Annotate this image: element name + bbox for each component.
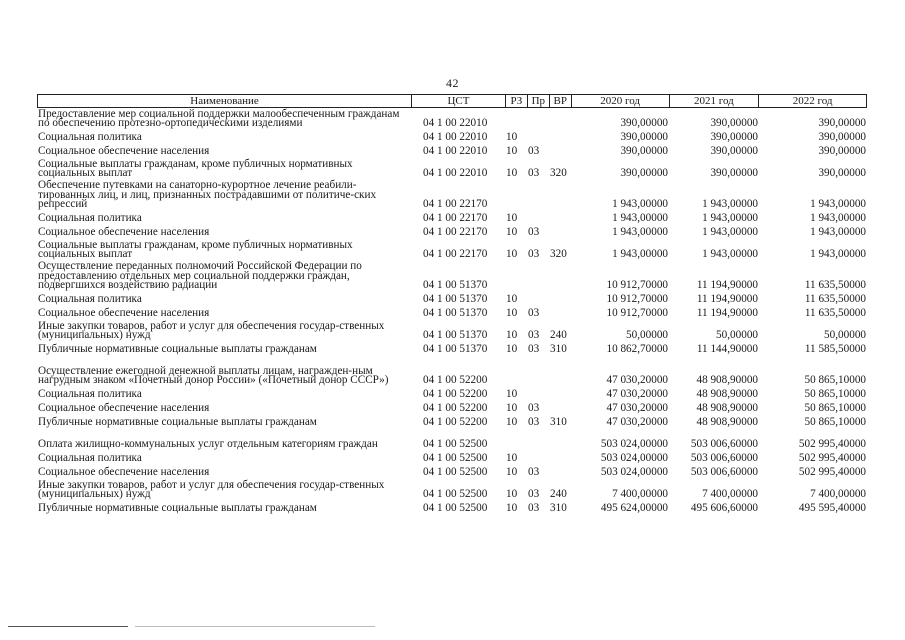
cell-name: Публичные нормативные социальные выплаты гражданам [38, 502, 317, 515]
cell-rz: 10 [506, 212, 518, 225]
cell-y2022: 11 635,50000 [804, 293, 866, 306]
cell-rz: 10 [506, 388, 518, 401]
table-row [37, 321, 867, 341]
table-row [37, 261, 867, 291]
cell-vr: 310 [550, 416, 567, 429]
cell-pr: 03 [528, 402, 540, 415]
table-row [37, 226, 867, 238]
table-row [37, 388, 867, 400]
cell-y2022: 11 585,50000 [804, 343, 866, 356]
cell-cst: 04 1 00 22170 [423, 198, 488, 211]
cell-rz: 10 [506, 502, 518, 515]
cell-y2020: 503 024,00000 [600, 452, 668, 465]
cell-y2020: 390,00000 [620, 131, 668, 144]
cell-y2020: 47 030,20000 [606, 416, 668, 429]
cell-cst: 04 1 00 52200 [423, 388, 488, 401]
cell-y2022: 50 865,10000 [804, 416, 866, 429]
cell-y2021: 1 943,00000 [702, 226, 758, 239]
cell-y2021: 11 194,90000 [696, 279, 758, 292]
cell-cst: 04 1 00 52500 [423, 488, 488, 501]
table-row [37, 212, 867, 224]
header-name: Наименование [190, 95, 259, 107]
cell-y2021: 390,00000 [710, 117, 758, 130]
cell-rz: 10 [506, 343, 518, 356]
table-row [37, 356, 867, 386]
cell-y2022: 50 865,10000 [804, 374, 866, 387]
cell-y2020: 7 400,00000 [612, 488, 668, 501]
footer-rule [8, 626, 128, 627]
cell-y2020: 390,00000 [620, 167, 668, 180]
cell-cst: 04 1 00 52500 [423, 452, 488, 465]
cell-y2022: 1 943,00000 [810, 226, 866, 239]
table-row [37, 416, 867, 428]
cell-cst: 04 1 00 52200 [423, 416, 488, 429]
cell-y2022: 50 865,10000 [804, 388, 866, 401]
cell-y2020: 47 030,20000 [606, 374, 668, 387]
cell-pr: 03 [528, 502, 540, 515]
cell-y2021: 503 006,60000 [690, 466, 758, 479]
cell-y2021: 11 194,90000 [696, 307, 758, 320]
cell-pr: 03 [528, 329, 540, 342]
cell-pr: 03 [528, 226, 540, 239]
page-number: 42 [446, 76, 459, 90]
table-row [37, 430, 867, 450]
table-row [37, 466, 867, 478]
cell-rz: 10 [506, 466, 518, 479]
table-row [37, 131, 867, 143]
cell-pr: 03 [528, 488, 540, 501]
table-row [37, 180, 867, 210]
header-2022: 2022 год [758, 95, 866, 107]
cell-pr: 03 [528, 167, 540, 180]
cell-y2020: 503 024,00000 [600, 438, 668, 451]
cell-y2020: 1 943,00000 [612, 198, 668, 211]
cell-cst: 04 1 00 51370 [423, 293, 488, 306]
cell-y2020: 503 024,00000 [600, 466, 668, 479]
cell-name: Осуществление переданных полномочий Российской Федерации по предоставлению отдельных мер социальной поддержки граждан, подвергшихся воздействию радиации [38, 260, 362, 292]
cell-y2022: 390,00000 [818, 117, 866, 130]
cell-pr: 03 [528, 248, 540, 261]
cell-rz: 10 [506, 226, 518, 239]
table-body [37, 109, 867, 514]
cell-y2020: 50,00000 [626, 329, 668, 342]
cell-pr: 03 [528, 416, 540, 429]
cell-name: Социальная политика [38, 131, 142, 144]
cell-name: Социальная политика [38, 388, 142, 401]
cell-name: Оплата жилищно-коммунальных услуг отдельным категориям граждан [38, 438, 378, 451]
cell-y2021: 48 908,90000 [696, 402, 758, 415]
cell-y2020: 10 862,70000 [606, 343, 668, 356]
cell-y2022: 1 943,00000 [810, 248, 866, 261]
cell-name: Социальное обеспечение населения [38, 307, 210, 320]
cell-y2020: 495 624,00000 [600, 502, 668, 515]
cell-y2020: 390,00000 [620, 117, 668, 130]
cell-name: Предоставление мер социальной поддержки малообеспеченным гражданам по обеспечению протезно-ортопедическими изделиями [38, 107, 400, 130]
cell-y2022: 502 995,40000 [798, 438, 866, 451]
cell-name: Социальные выплаты гражданам, кроме публичных нормативных социальных выплат [38, 157, 353, 180]
cell-y2022: 50,00000 [824, 329, 866, 342]
cell-cst: 04 1 00 22010 [423, 145, 488, 158]
cell-pr: 03 [528, 145, 540, 158]
table-row [37, 343, 867, 355]
cell-cst: 04 1 00 52500 [423, 502, 488, 515]
table-row [37, 145, 867, 157]
cell-cst: 04 1 00 51370 [423, 329, 488, 342]
cell-y2021: 11 144,90000 [696, 343, 758, 356]
cell-rz: 10 [506, 248, 518, 261]
cell-cst: 04 1 00 52500 [423, 438, 488, 451]
cell-name: Социальное обеспечение населения [38, 402, 210, 415]
cell-y2020: 10 912,70000 [606, 279, 668, 292]
cell-rz: 10 [506, 329, 518, 342]
footer-rule-faint [135, 626, 375, 627]
cell-y2022: 50 865,10000 [804, 402, 866, 415]
cell-cst: 04 1 00 22170 [423, 226, 488, 239]
cell-y2022: 502 995,40000 [798, 452, 866, 465]
table-row [37, 240, 867, 260]
cell-y2021: 7 400,00000 [702, 488, 758, 501]
cell-rz: 10 [506, 416, 518, 429]
cell-name: Социальная политика [38, 293, 142, 306]
table-row [37, 109, 867, 129]
cell-name: Осуществление ежегодной денежной выплаты лицам, награжден-ным нагрудным знаком «Почетный донор России» («Почетный донор СССР») [38, 364, 389, 387]
cell-cst: 04 1 00 22170 [423, 248, 488, 261]
cell-cst: 04 1 00 52200 [423, 402, 488, 415]
cell-y2022: 11 635,50000 [804, 307, 866, 320]
cell-y2021: 495 606,60000 [690, 502, 758, 515]
table-row [37, 159, 867, 179]
cell-cst: 04 1 00 51370 [423, 279, 488, 292]
cell-y2021: 503 006,60000 [690, 438, 758, 451]
cell-name: Публичные нормативные социальные выплаты гражданам [38, 416, 317, 429]
cell-name: Социальное обеспечение населения [38, 145, 210, 158]
cell-y2020: 10 912,70000 [606, 293, 668, 306]
cell-y2022: 390,00000 [818, 145, 866, 158]
cell-rz: 10 [506, 167, 518, 180]
cell-name: Обеспечение путевками на санаторно-курортное лечение реабили-тированных лиц, и лиц, признанных пострадавшими от политиче-ских репрессий [38, 179, 377, 211]
cell-y2020: 10 912,70000 [606, 307, 668, 320]
cell-y2022: 7 400,00000 [810, 488, 866, 501]
cell-y2022: 1 943,00000 [810, 212, 866, 225]
header-vr: ВР [549, 95, 571, 107]
cell-vr: 240 [550, 488, 567, 501]
cell-y2020: 1 943,00000 [612, 226, 668, 239]
cell-rz: 10 [506, 131, 518, 144]
cell-rz: 10 [506, 307, 518, 320]
cell-name: Публичные нормативные социальные выплаты гражданам [38, 343, 317, 356]
cell-y2021: 390,00000 [710, 145, 758, 158]
cell-y2021: 48 908,90000 [696, 374, 758, 387]
cell-vr: 310 [550, 343, 567, 356]
cell-name: Социальное обеспечение населения [38, 466, 210, 479]
cell-y2022: 390,00000 [818, 167, 866, 180]
header-pr: Пр [527, 95, 549, 107]
cell-y2022: 11 635,50000 [804, 279, 866, 292]
header-rz: РЗ [505, 95, 527, 107]
cell-cst: 04 1 00 52500 [423, 466, 488, 479]
cell-cst: 04 1 00 22170 [423, 212, 488, 225]
header-2021: 2021 год [669, 95, 759, 107]
cell-pr: 03 [528, 343, 540, 356]
cell-rz: 10 [506, 145, 518, 158]
cell-y2021: 48 908,90000 [696, 416, 758, 429]
cell-y2021: 390,00000 [710, 167, 758, 180]
cell-cst: 04 1 00 22010 [423, 117, 488, 130]
cell-y2021: 390,00000 [710, 131, 758, 144]
table-row [37, 502, 867, 514]
cell-pr: 03 [528, 307, 540, 320]
table-header [37, 94, 867, 108]
cell-vr: 240 [550, 329, 567, 342]
cell-y2021: 1 943,00000 [702, 212, 758, 225]
header-cst: ЦСТ [411, 95, 505, 107]
cell-y2021: 48 908,90000 [696, 388, 758, 401]
cell-cst: 04 1 00 22010 [423, 167, 488, 180]
budget-table [37, 94, 867, 514]
cell-y2021: 11 194,90000 [696, 293, 758, 306]
cell-name: Иные закупки товаров, работ и услуг для обеспечения государ-ственных (муниципальных) нужд [38, 319, 385, 342]
cell-rz: 10 [506, 452, 518, 465]
cell-y2020: 390,00000 [620, 145, 668, 158]
cell-name: Социальная политика [38, 212, 142, 225]
cell-y2020: 47 030,20000 [606, 388, 668, 401]
cell-y2022: 390,00000 [818, 131, 866, 144]
cell-name: Социальные выплаты гражданам, кроме публичных нормативных социальных выплат [38, 238, 353, 261]
cell-rz: 10 [506, 402, 518, 415]
table-row [37, 402, 867, 414]
cell-y2022: 1 943,00000 [810, 198, 866, 211]
cell-pr: 03 [528, 466, 540, 479]
cell-y2022: 502 995,40000 [798, 466, 866, 479]
header-2020: 2020 год [571, 95, 669, 107]
cell-name: Иные закупки товаров, работ и услуг для обеспечения государ-ственных (муниципальных) нужд [38, 478, 385, 501]
cell-y2021: 50,00000 [716, 329, 758, 342]
cell-y2021: 1 943,00000 [702, 198, 758, 211]
cell-y2020: 47 030,20000 [606, 402, 668, 415]
cell-cst: 04 1 00 51370 [423, 343, 488, 356]
cell-rz: 10 [506, 293, 518, 306]
cell-vr: 320 [550, 248, 567, 261]
cell-y2021: 503 006,60000 [690, 452, 758, 465]
cell-name: Социальное обеспечение населения [38, 226, 210, 239]
cell-name: Социальная политика [38, 452, 142, 465]
cell-cst: 04 1 00 51370 [423, 307, 488, 320]
cell-y2020: 1 943,00000 [612, 212, 668, 225]
table-row [37, 480, 867, 500]
table-row [37, 307, 867, 319]
cell-rz: 10 [506, 488, 518, 501]
table-row [37, 452, 867, 464]
cell-y2021: 1 943,00000 [702, 248, 758, 261]
cell-y2020: 1 943,00000 [612, 248, 668, 261]
cell-cst: 04 1 00 52200 [423, 374, 488, 387]
cell-cst: 04 1 00 22010 [423, 131, 488, 144]
cell-vr: 310 [550, 502, 567, 515]
table-row [37, 293, 867, 305]
cell-y2022: 495 595,40000 [798, 502, 866, 515]
cell-vr: 320 [550, 167, 567, 180]
